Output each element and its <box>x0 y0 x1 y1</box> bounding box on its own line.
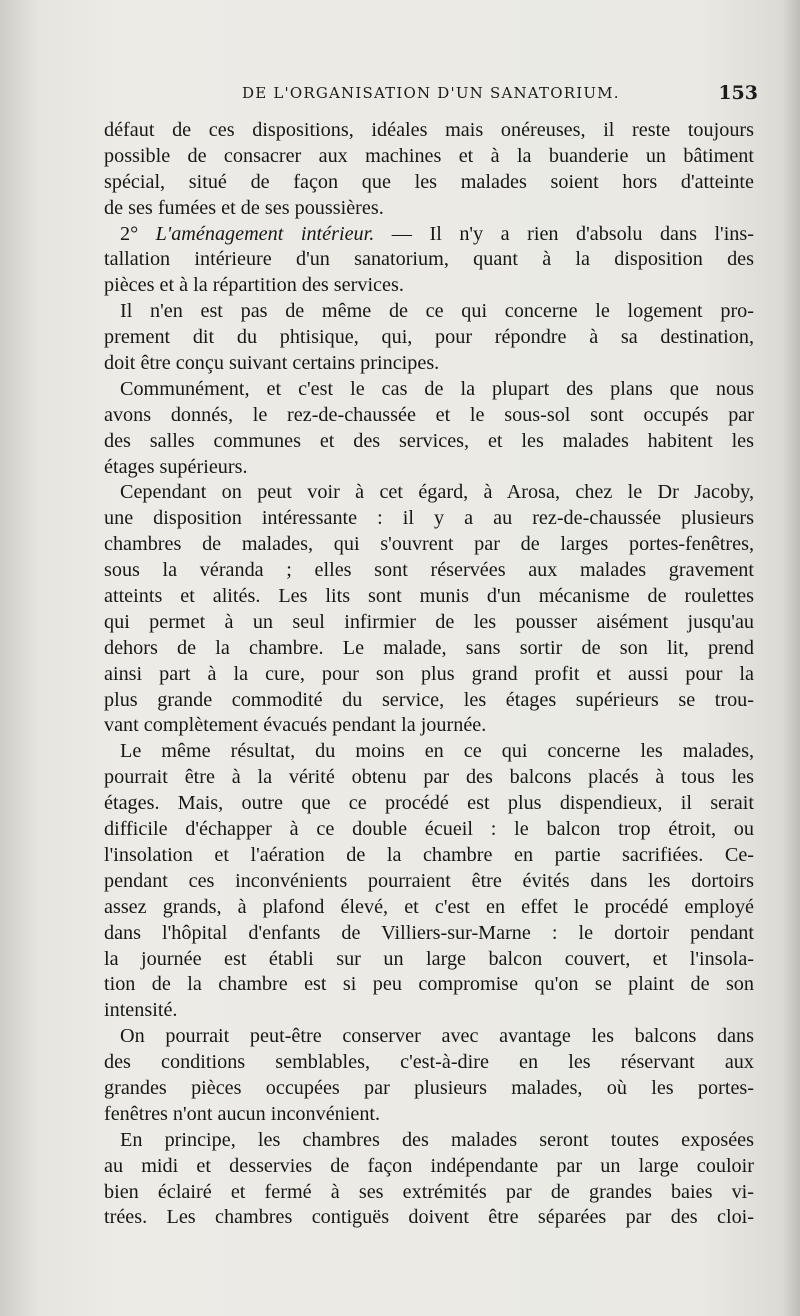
text-line: tallation intérieure d'un sanatorium, quant à la disposition des <box>104 248 754 271</box>
text-line: difficile d'échapper à ce double écueil : le balcon trop étroit, ou <box>104 818 754 841</box>
text-line: Il n'en est pas de même de ce qui concerne le logement pro- <box>120 300 754 323</box>
text-line: la journée est établi sur un large balcon couvert, et l'insola- <box>104 947 754 970</box>
section-text: — Il n'y a rien d'absolu dans l'ins- <box>374 222 754 245</box>
text-line: des salles communes et des services, et les malades habitent les <box>104 429 754 452</box>
text-line: Communément, et c'est le cas de la plupart des plans que nous <box>120 377 754 400</box>
text-line: bien éclairé et fermé à ses extrémités par de grandes baies vi- <box>104 1180 754 1203</box>
text-line: chambres de malades, qui s'ouvrent par de larges portes-fenêtres, <box>104 533 754 556</box>
running-head: DE L'ORGANISATION D'UN SANATORIUM. <box>242 84 620 102</box>
text-line: spécial, situé de façon que les malades soient hors d'atteinte <box>104 170 754 193</box>
text-line: possible de consacrer aux machines et à la buanderie un bâtiment <box>104 144 754 167</box>
text-line: avons donnés, le rez-de-chaussée et le sous-sol sont occupés par <box>104 403 754 426</box>
text-line: l'insolation et l'aération de la chambre en partie sacrifiées. Ce- <box>104 843 754 866</box>
text-line: des conditions semblables, c'est-à-dire en les réservant aux <box>104 1051 754 1074</box>
text-line: dans l'hôpital d'enfants de Villiers-sur-Marne : le dortoir pendant <box>104 921 754 944</box>
text-line: atteints et alités. Les lits sont munis d'un mécanisme de roulettes <box>104 585 754 608</box>
text-line: doit être conçu suivant certains principes. <box>104 352 440 375</box>
text-line: défaut de ces dispositions, idéales mais onéreuses, il reste toujours <box>104 119 754 141</box>
text-line: vant complètement évacués pendant la journée. <box>104 714 487 737</box>
section-number: 2° <box>120 222 156 245</box>
text-line: de ses fumées et de ses poussières. <box>104 196 384 219</box>
text-line: pourrait être à la vérité obtenu par des balcons placés à tous les <box>104 766 754 789</box>
text-line: On pourrait peut-être conserver avec avantage les balcons dans <box>120 1025 754 1048</box>
text-line: assez grands, à plafond élevé, et c'est en effet le procédé employé <box>104 895 754 918</box>
text-line: une disposition intéressante : il y a au rez-de-chaussée plusieurs <box>104 507 754 530</box>
text-line: qui permet à un seul infirmier de les pousser aisément jusqu'au <box>104 610 754 633</box>
text-line: dehors de la chambre. Le malade, sans sortir de son lit, prend <box>104 636 754 659</box>
text-line: sous la véranda ; elles sont réservées aux malades gravement <box>104 559 754 582</box>
page-header <box>104 82 758 110</box>
text-line: Cependant on peut voir à cet égard, à Arosa, chez le Dr Jacoby, <box>120 481 754 504</box>
text-line: En principe, les chambres des malades seront toutes exposées <box>120 1128 754 1151</box>
text-line: pendant ces inconvénients pourraient être évités dans les dortoirs <box>104 869 754 892</box>
page-number: 153 <box>718 82 758 104</box>
text-line: prement dit du phtisique, qui, pour répondre à sa destination, <box>104 326 754 349</box>
body-text <box>104 118 754 1231</box>
text-line: étages supérieurs. <box>104 455 248 478</box>
text-line: grandes pièces occupées par plusieurs malades, où les portes- <box>104 1076 754 1099</box>
text-line <box>104 222 754 248</box>
page-gutter-shadow <box>782 0 800 1316</box>
text-line: au midi et desservies de façon indépendante par un large couloir <box>104 1154 754 1177</box>
text-line: intensité. <box>104 999 178 1022</box>
text-line: fenêtres n'ont aucun inconvénient. <box>104 1102 381 1125</box>
text-line: pièces et à la répartition des services. <box>104 274 404 297</box>
text-line: étages. Mais, outre que ce procédé est plus dispendieux, il serait <box>104 792 754 815</box>
text-line: ainsi part à la cure, pour son plus grand profit et aussi pour la <box>104 662 754 685</box>
section-title: L'aménagement intérieur. <box>155 222 375 245</box>
text-line: Le même résultat, du moins en ce qui concerne les malades, <box>120 740 754 763</box>
text-line: plus grande commodité du service, les étages supérieurs se trou- <box>104 688 754 711</box>
text-line: trées. Les chambres contiguës doivent être séparées par des cloi- <box>104 1206 754 1229</box>
text-line: tion de la chambre est si peu compromise qu'on se plaint de son <box>104 973 754 996</box>
